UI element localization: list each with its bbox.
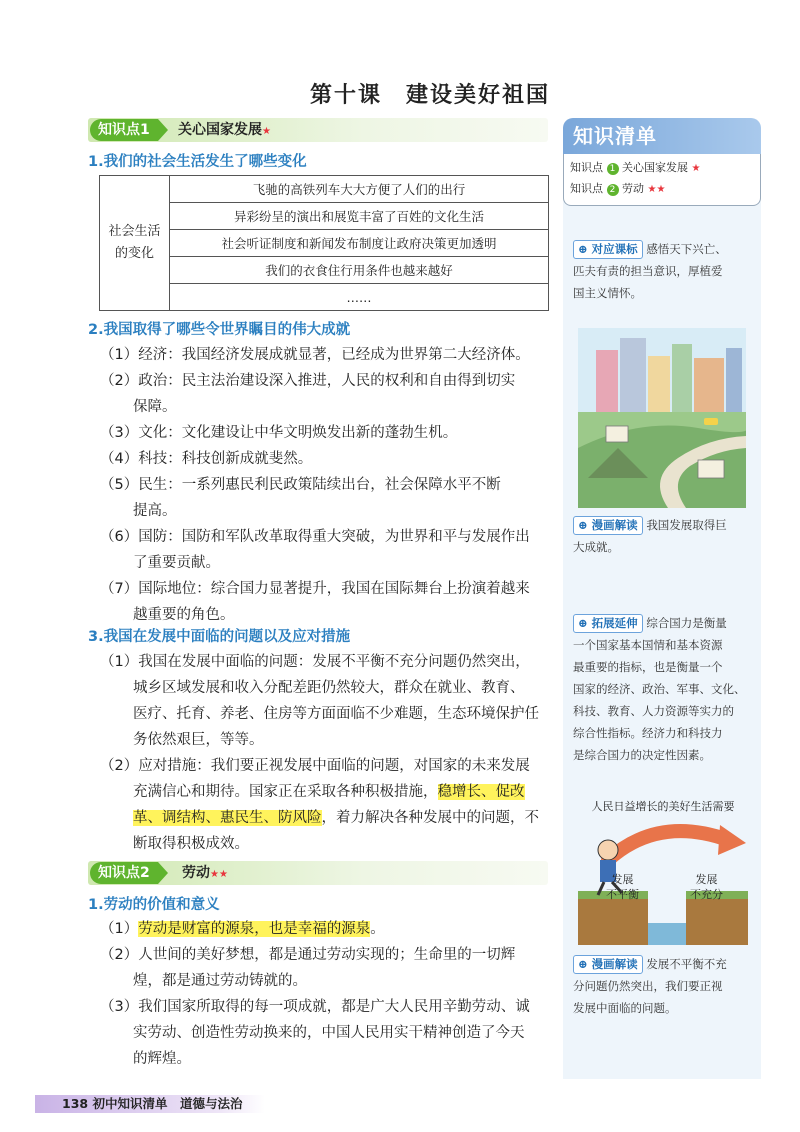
cliff-label-right xyxy=(690,872,723,902)
footer xyxy=(62,1094,242,1114)
cartoon-caption: 人民日益增长的美好生活需要 xyxy=(591,800,735,813)
link-icon: ⊕ xyxy=(578,518,588,532)
badge xyxy=(573,955,643,974)
link-icon: ⊕ xyxy=(578,957,588,971)
page-number: 138 xyxy=(62,1096,89,1111)
s4-heading: 1.劳动的价值和意义 xyxy=(88,897,220,913)
change-table xyxy=(99,175,549,311)
building xyxy=(672,344,692,412)
cliff-label-text: 不充分 xyxy=(690,888,723,901)
s2-heading: 2.我国取得了哪些令世界瞩目的伟大成就 xyxy=(88,322,351,338)
s1-heading: 1.我们的社会生活发生了哪些变化 xyxy=(88,154,307,170)
city-illustration xyxy=(578,328,746,508)
para-line: 的辉煌。 xyxy=(133,1051,191,1067)
building xyxy=(648,356,670,412)
cliff-label-text: 发展 xyxy=(695,873,718,886)
page-title: 第十课 建设美好祖国 xyxy=(309,82,550,108)
badge xyxy=(573,516,643,535)
note-line xyxy=(573,953,758,975)
text-span: 充满信心和期待。国家正在采取各种积极措施， xyxy=(133,784,438,800)
kp1-title xyxy=(178,118,271,144)
side-list xyxy=(563,154,761,206)
kp2-title xyxy=(182,861,228,887)
list-item-cont: 越重要的角色。 xyxy=(133,607,235,623)
kp2-star-icon: ★★ xyxy=(210,869,228,880)
para-line: （3）我们国家所取得的每一项成就，都是广大人民用辛勤劳动、诚 xyxy=(100,999,530,1015)
list-item: （7）国际地位：综合国力显著提升，我国在国际舞台上扮演着越来 xyxy=(100,581,530,597)
badge xyxy=(573,614,643,633)
para-line xyxy=(100,805,555,831)
list-item-cont: 了重要贡献。 xyxy=(133,555,220,571)
note-text: 科技、教育、人力资源等实力的 xyxy=(573,704,734,718)
note-text: 一个国家基本国情和基本资源 xyxy=(573,638,723,652)
kp1-star-icon: ★ xyxy=(262,126,271,137)
note-line xyxy=(573,238,758,260)
note-line xyxy=(573,514,758,536)
list-name: 劳动 xyxy=(622,182,644,195)
table-cell: 社会听证制度和新闻发布制度让政府决策更加透明 xyxy=(170,230,549,257)
text-span: （1） xyxy=(100,921,139,937)
para-line: （2）人世间的美好梦想，都是通过劳动实现的；生命里的一切辉 xyxy=(100,947,516,963)
kp2-title-text: 劳动 xyxy=(182,865,210,881)
list-item: （2）政治：民主法治建设深入推进，人民的权利和自由得到切实 xyxy=(100,373,516,389)
list-name: 关心国家发展 xyxy=(622,161,688,174)
building xyxy=(694,358,724,412)
list-item: （3）文化：文化建设让中华文明焕发出新的蓬勃生机。 xyxy=(100,425,458,441)
badge-text: 漫画解读 xyxy=(591,957,638,971)
highlight: 稳增长、促改 xyxy=(437,784,525,800)
note-cartoon-1 xyxy=(573,514,758,558)
para-line: 务依然艰巨，等等。 xyxy=(133,732,264,748)
list-item: （4）科技：科技创新成就斐然。 xyxy=(100,451,313,467)
badge-text: 拓展延伸 xyxy=(591,616,638,630)
kp1-title-text: 关心国家发展 xyxy=(178,122,262,138)
table-cell: …… xyxy=(170,284,549,311)
highlight: 革、调结构、惠民生、防风险 xyxy=(133,810,322,826)
list-item-cont: 提高。 xyxy=(133,503,177,519)
note-text: 最重要的指标，也是衡量一个 xyxy=(573,660,723,674)
note-text: 发展不平衡不充 xyxy=(646,957,727,971)
para-line: 城乡区域发展和收入分配差距仍然较大，群众在就业、教育、 xyxy=(133,680,525,696)
side-list-item xyxy=(570,158,754,179)
table-cell: 异彩纷呈的演出和展览丰富了百姓的文化生活 xyxy=(170,203,549,230)
star-icon: ★ xyxy=(691,163,701,174)
s3-body xyxy=(100,649,555,857)
num-badge: 1 xyxy=(607,163,619,175)
arrowhead-icon xyxy=(718,825,746,855)
kp2-tag: 知识点2 xyxy=(90,862,158,884)
person-icon xyxy=(598,840,618,860)
note-text: 匹夫有责的担当意识，厚植爱 xyxy=(573,264,723,278)
note-text: 综合性指标。经济力和科技力 xyxy=(573,726,723,740)
note-extension xyxy=(573,612,758,766)
note-text: 分问题仍然突出，我们要正视 xyxy=(573,979,723,993)
text-span: ，着力解决各种发展中的问题，不 xyxy=(321,810,539,826)
s3-heading: 3.我国在发展中面临的问题以及应对措施 xyxy=(88,629,351,645)
num-badge: 2 xyxy=(607,184,619,196)
badge xyxy=(573,240,643,259)
table-cell: 飞驰的高铁列车大大方便了人们的出行 xyxy=(170,176,549,203)
side-head: 知识清单 xyxy=(563,118,761,154)
note-standard xyxy=(573,238,758,304)
cliff-label-text: 不平衡 xyxy=(606,888,639,901)
star-icon: ★★ xyxy=(647,184,666,195)
note-cartoon-2 xyxy=(573,953,758,1019)
badge-text: 漫画解读 xyxy=(591,518,638,532)
badge-text: 对应课标 xyxy=(591,242,638,256)
note-text: 国主义情怀。 xyxy=(573,286,642,300)
para-line: （1）我国在发展中面临的问题：发展不平衡不充分问题仍然突出， xyxy=(100,654,530,670)
note-text: 综合国力是衡量 xyxy=(646,616,727,630)
list-pre: 知识点 xyxy=(570,161,603,174)
side-list-item xyxy=(570,179,754,200)
list-item-cont: 保障。 xyxy=(133,399,177,415)
cliff-label-text: 发展 xyxy=(611,873,634,886)
building xyxy=(726,348,742,412)
note-text: 是综合国力的决定性因素。 xyxy=(573,748,711,762)
list-item: （6）国防：国防和军队改革取得重大突破，为世界和平与发展作出 xyxy=(100,529,530,545)
list-item: （1）经济：我国经济发展成就显著，已经成为世界第二大经济体。 xyxy=(100,347,530,363)
s4-body xyxy=(100,916,555,1072)
link-icon: ⊕ xyxy=(578,616,588,630)
para-line xyxy=(100,916,555,942)
note-text: 大成就。 xyxy=(573,540,619,554)
s2-list xyxy=(100,342,555,628)
note-text: 我国发展取得巨 xyxy=(646,518,727,532)
building xyxy=(620,338,646,412)
table-row-header xyxy=(100,176,170,311)
link-icon: ⊕ xyxy=(578,242,588,256)
note-line xyxy=(573,612,758,634)
para-line: （2）应对措施：我们要正视发展中面临的问题，对国家的未来发展 xyxy=(100,758,530,774)
list-pre: 知识点 xyxy=(570,182,603,195)
row-header-text: 社会生活的变化 xyxy=(108,224,161,261)
building xyxy=(596,350,618,412)
list-item: （5）民生：一系列惠民利民政策陆续出台，社会保障水平不断 xyxy=(100,477,501,493)
para-line: 医疗、托育、养老、住房等方面面临不少难题，生态环境保护任 xyxy=(133,706,539,722)
para-line: 实劳动、创造性劳动换来的，中国人民用实干精神创造了今天 xyxy=(133,1025,525,1041)
kp1-tag: 知识点1 xyxy=(90,119,158,141)
highlight: 劳动是财富的源泉，也是幸福的源泉 xyxy=(138,921,371,937)
note-text: 感悟天下兴亡、 xyxy=(646,242,727,256)
para-line: 煌，都是通过劳动铸就的。 xyxy=(133,973,307,989)
para-line xyxy=(100,779,555,805)
para-line: 断取得积极成效。 xyxy=(133,836,249,852)
note-text: 国家的经济、政治、军事、文化、 xyxy=(573,682,746,696)
text-span: 。 xyxy=(370,921,385,937)
arrow-icon xyxy=(608,831,728,860)
cliff-label-left xyxy=(606,872,639,902)
footer-text: 初中知识清单 道德与法治 xyxy=(92,1096,243,1111)
table-cell: 我们的衣食住行用条件也越来越好 xyxy=(170,257,549,284)
note-text: 发展中面临的问题。 xyxy=(573,1001,677,1015)
